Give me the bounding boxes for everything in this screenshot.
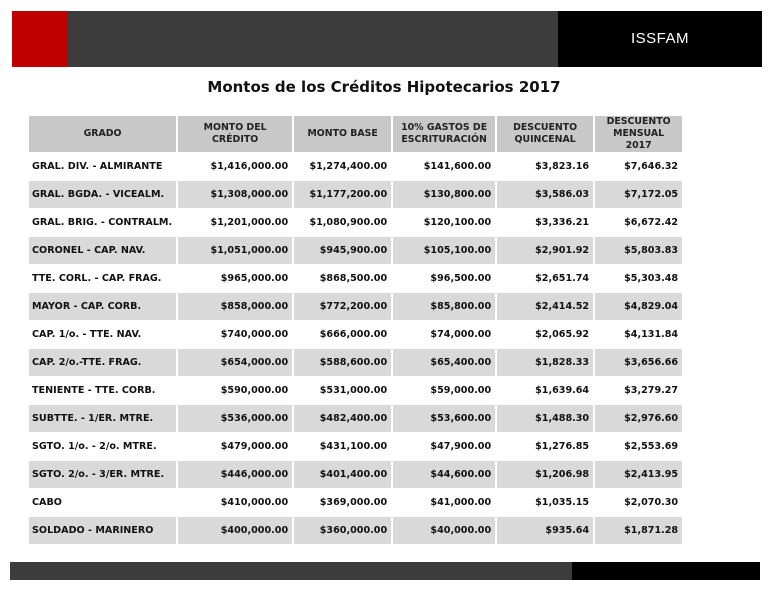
cell-monto-base: $1,274,400.00 (309, 161, 388, 172)
cell-gastos-escrituracion: $53,600.00 (393, 405, 495, 432)
cell-monto-base: $360,000.00 (294, 517, 391, 544)
table-row (29, 265, 682, 292)
table-row (29, 209, 682, 236)
cell-gastos-escrituracion: $59,000.00 (430, 385, 492, 396)
cell-gastos-escrituracion: $44,600.00 (393, 461, 495, 488)
cell-descuento-quincenal: $1,206.98 (497, 461, 593, 488)
cell-descuento-mensual: $3,656.66 (595, 349, 682, 376)
cell-descuento-quincenal: $1,639.64 (535, 385, 590, 396)
cell-descuento-quincenal: $1,488.30 (497, 405, 593, 432)
table-row (29, 153, 682, 180)
cell-descuento-mensual: $4,829.04 (595, 293, 682, 320)
cell-grado: GRAL. BGDA. - VICEALM. (29, 181, 176, 208)
table-row (29, 433, 682, 460)
cell-gastos-escrituracion: $74,000.00 (430, 329, 492, 340)
table-row (29, 517, 682, 544)
table-row (29, 349, 682, 376)
cell-monto-credito: $1,308,000.00 (178, 181, 292, 208)
cell-grado: CABO (32, 497, 62, 508)
cell-monto-base: $431,100.00 (319, 441, 388, 452)
column-header-descuento-quincenal: DESCUENTO QUINCENAL (497, 116, 593, 152)
cell-monto-base: $401,400.00 (294, 461, 391, 488)
cell-monto-credito: $410,000.00 (220, 497, 289, 508)
cell-monto-credito: $536,000.00 (178, 405, 292, 432)
cell-descuento-mensual: $2,976.60 (595, 405, 682, 432)
cell-gastos-escrituracion: $120,100.00 (423, 217, 492, 228)
cell-grado: MAYOR - CAP. CORB. (29, 293, 176, 320)
cell-monto-credito: $858,000.00 (178, 293, 292, 320)
cell-monto-credito: $1,416,000.00 (210, 161, 289, 172)
cell-descuento-quincenal: $1,276.85 (535, 441, 590, 452)
column-header-monto-credito: MONTO DEL CRÉDITO (178, 116, 292, 152)
cell-monto-base: $369,000.00 (319, 497, 388, 508)
table-row (29, 237, 682, 264)
cell-monto-base: $1,177,200.00 (294, 181, 391, 208)
cell-descuento-mensual: $4,131.84 (624, 329, 679, 340)
cell-gastos-escrituracion: $65,400.00 (393, 349, 495, 376)
cell-grado: GRAL. BRIG. - CONTRALM. (32, 217, 173, 228)
cell-descuento-mensual: $5,303.48 (624, 273, 679, 284)
cell-descuento-quincenal: $3,823.16 (535, 161, 590, 172)
cell-monto-base: $666,000.00 (319, 329, 388, 340)
cell-monto-base: $945,900.00 (294, 237, 391, 264)
table-row (29, 461, 682, 488)
table-row (29, 321, 682, 348)
column-header-grado: GRADO (29, 116, 176, 152)
cell-monto-base: $531,000.00 (319, 385, 388, 396)
cell-monto-credito: $446,000.00 (178, 461, 292, 488)
cell-grado: GRAL. DIV. - ALMIRANTE (32, 161, 163, 172)
cell-descuento-quincenal: $1,035.15 (535, 497, 590, 508)
page-title: Montos de los Créditos Hipotecarios 2017 (207, 78, 561, 96)
cell-descuento-quincenal: $2,651.74 (535, 273, 590, 284)
cell-monto-base: $868,500.00 (319, 273, 388, 284)
cell-descuento-mensual: $1,871.28 (595, 517, 682, 544)
cell-descuento-mensual: $2,070.30 (624, 497, 679, 508)
cell-gastos-escrituracion: $130,800.00 (393, 181, 495, 208)
column-header-gastos-escrituracion: 10% GASTOS DE ESCRITURACIÓN (393, 116, 495, 152)
cell-monto-base: $1,080,900.00 (309, 217, 388, 228)
cell-monto-credito: $590,000.00 (220, 385, 289, 396)
footer-bar (10, 562, 760, 580)
cell-monto-credito: $654,000.00 (178, 349, 292, 376)
cell-monto-base: $482,400.00 (294, 405, 391, 432)
cell-gastos-escrituracion: $96,500.00 (430, 273, 492, 284)
cell-descuento-quincenal: $935.64 (497, 517, 593, 544)
cell-monto-base: $772,200.00 (294, 293, 391, 320)
cell-descuento-mensual: $7,172.05 (595, 181, 682, 208)
cell-descuento-quincenal: $2,901.92 (497, 237, 593, 264)
cell-gastos-escrituracion: $41,000.00 (430, 497, 492, 508)
cell-monto-credito: $400,000.00 (178, 517, 292, 544)
footer-black-block (572, 562, 760, 580)
table-row (29, 405, 682, 432)
cell-monto-credito: $479,000.00 (220, 441, 289, 452)
cell-descuento-mensual: $2,553.69 (624, 441, 679, 452)
cell-monto-credito: $1,201,000.00 (210, 217, 289, 228)
cell-gastos-escrituracion: $47,900.00 (430, 441, 492, 452)
header-bar (12, 11, 762, 67)
table-row (29, 489, 682, 516)
cell-descuento-mensual: $5,803.83 (595, 237, 682, 264)
table-row (29, 377, 682, 404)
cell-monto-credito: $740,000.00 (220, 329, 289, 340)
credits-table (27, 115, 684, 545)
header-accent-block (12, 11, 68, 67)
cell-gastos-escrituracion: $141,600.00 (423, 161, 492, 172)
cell-descuento-quincenal: $1,828.33 (497, 349, 593, 376)
cell-descuento-quincenal: $3,586.03 (497, 181, 593, 208)
cell-monto-base: $588,600.00 (294, 349, 391, 376)
cell-grado: CAP. 2/o.-TTE. FRAG. (29, 349, 176, 376)
table-row (29, 181, 682, 208)
cell-grado: CAP. 1/o. - TTE. NAV. (32, 329, 142, 340)
cell-descuento-mensual: $6,672.42 (624, 217, 679, 228)
cell-monto-credito: $1,051,000.00 (178, 237, 292, 264)
cell-gastos-escrituracion: $85,800.00 (393, 293, 495, 320)
cell-grado: SUBTTE. - 1/ER. MTRE. (29, 405, 176, 432)
cell-descuento-quincenal: $3,336.21 (535, 217, 590, 228)
cell-monto-credito: $965,000.00 (220, 273, 289, 284)
cell-descuento-quincenal: $2,065.92 (535, 329, 590, 340)
cell-grado: CORONEL - CAP. NAV. (29, 237, 176, 264)
column-header-descuento-mensual: DESCUENTO MENSUAL 2017 (595, 116, 682, 152)
table-row (29, 293, 682, 320)
cell-descuento-mensual: $2,413.95 (595, 461, 682, 488)
cell-gastos-escrituracion: $40,000.00 (393, 517, 495, 544)
cell-grado: SGTO. 2/o. - 3/ER. MTRE. (29, 461, 176, 488)
cell-grado: SOLDADO - MARINERO (29, 517, 176, 544)
cell-grado: TENIENTE - TTE. CORB. (32, 385, 156, 396)
cell-descuento-quincenal: $2,414.52 (497, 293, 593, 320)
cell-gastos-escrituracion: $105,100.00 (393, 237, 495, 264)
brand-name: ISSFAM (630, 30, 689, 47)
cell-descuento-mensual: $7,646.32 (624, 161, 679, 172)
cell-grado: SGTO. 1/o. - 2/o. MTRE. (32, 441, 157, 452)
column-header-monto-base: MONTO BASE (294, 116, 391, 152)
table-header-row (29, 116, 682, 152)
cell-descuento-mensual: $3,279.27 (624, 385, 679, 396)
cell-grado: TTE. CORL. - CAP. FRAG. (32, 273, 162, 284)
